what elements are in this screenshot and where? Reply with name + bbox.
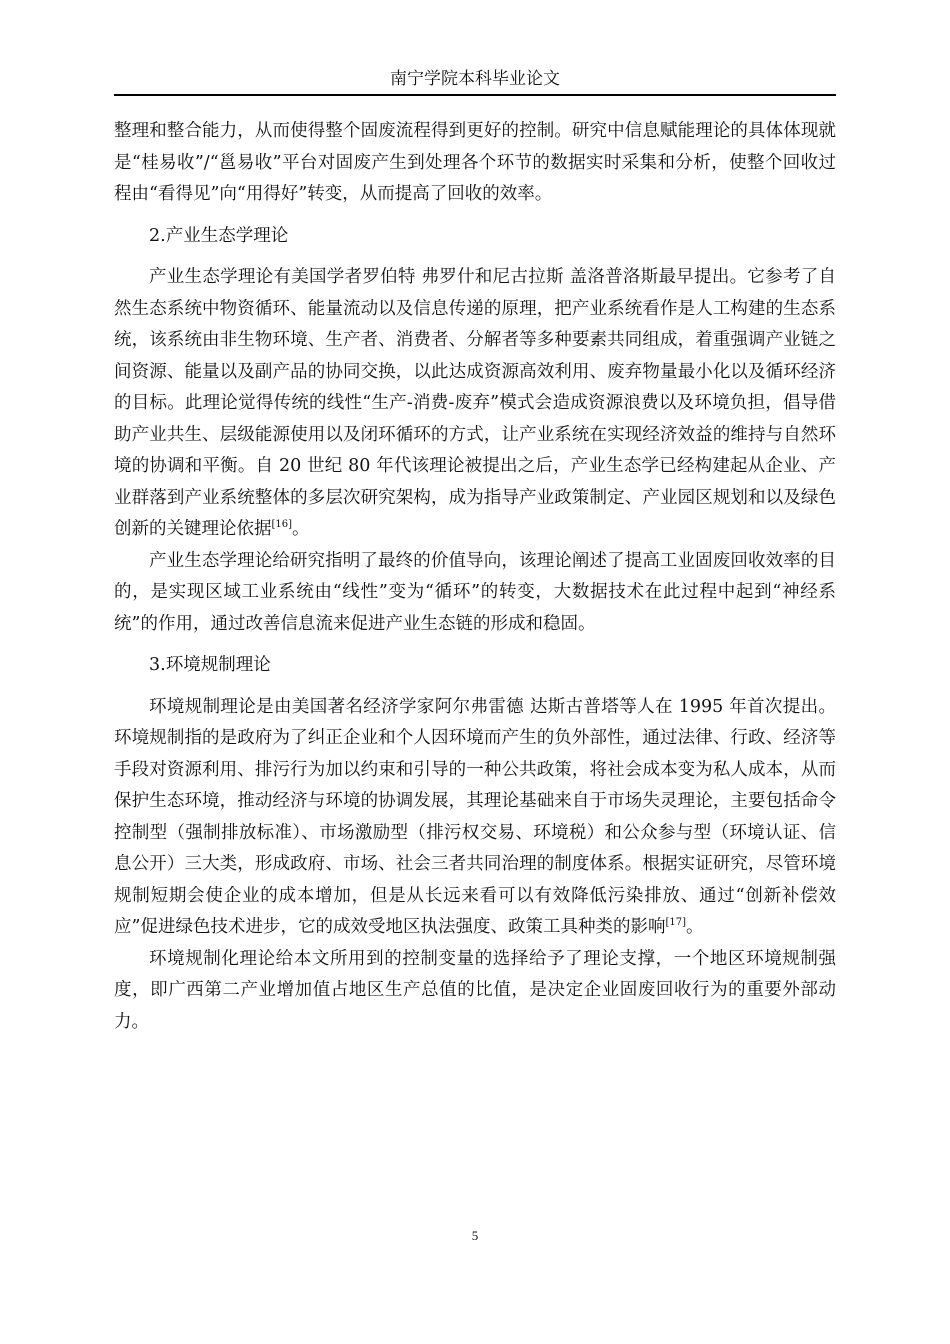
citation-16: [16] — [271, 519, 293, 530]
paragraph-text: 环境规制理论是由美国著名经济学家阿尔弗雷德 达斯古普塔等人在 1995 年首次提出。环境规制指的是政府为了纠正企业和个人因环境而产生的负外部性，通过法律、行政、经济等手段对资源利用、排污行为加以约束和引导的一种公共政策，将社会成本变为私人成本，从而保护生态环境，推动经济与环境的协调发展，其理论基础来自于市场失灵理论，主要包括命令控制型（强制排放标准）、市场激励型（排污权交易、环境税）和公众参与型（环境认证、信息公开）三大类，形成政府、市场、社会三者共同治理的制度体系。根据实证研究，尽管环境规制短期会使企业的成本增加，但是从长远来看可以有效降低污染排放、通过“创新补偿效应”促进绿色技术进步，它的成效受地区执法强度、政策工具种类的影响 — [114, 696, 836, 937]
document-body — [114, 116, 836, 1038]
paragraph-end: 。 — [685, 917, 704, 937]
paragraph-text: 产业生态学理论有美国学者罗伯特 弗罗什和尼古拉斯 盖洛普洛斯最早提出。它参考了自然生态系统中物资循环、能量流动以及信息传递的原理，把产业系统看作是人工构建的生态系统，该系统由非生物环境、生产者、消费者、分解者等多种要素共同组成，着重强调产业链之间资源、能量以及副产品的协同交换，以此达成资源高效利用、废弃物量最小化以及循环经济的目标。此理论觉得传统的线性“生产-消费-废弃”模式会造成资源浪费以及环境负担，倡导借助产业共生、层级能源使用以及闭环循环的方式，让产业系统在实现经济效益的维持与自然环境的协调和平衡。自 20 世纪 80 年代该理论被提出之后，产业生态学已经构建起从企业、产业群落到产业系统整体的多层次研究架构，成为指导产业政策制定、产业园区规划和以及绿色创新的关键理论依据 — [114, 267, 836, 539]
citation-17: [17] — [665, 917, 686, 928]
page-number: 5 — [471, 1228, 479, 1243]
paragraph-environmental-regulation-intro — [114, 692, 836, 944]
paragraph-continuation: 整理和整合能力，从而使得整个固废流程得到更好的控制。研究中信息赋能理论的具体体现就是“桂易收”/“邕易收”平台对固废产生到处理各个环节的数据实时采集和分析，使整个回收过程由“看得见”向“用得好”转变，从而提高了回收的效率。 — [114, 121, 836, 204]
page-header — [114, 64, 836, 96]
paragraph-industrial-ecology-application: 产业生态学理论给研究指明了最终的价值导向，该理论阐述了提高工业固废回收效率的目的，是实现区域工业系统由“线性”变为“循环”的转变，大数据技术在此过程中起到“神经系统”的作用，通过改善信息流来促进产业生态链的形成和稳固。 — [114, 550, 836, 634]
paragraph-industrial-ecology-intro — [114, 262, 836, 546]
section-heading-industrial-ecology: 2.产业生态学理论 — [149, 225, 289, 246]
header-title: 南宁学院本科毕业论文 — [390, 69, 560, 89]
paragraph-environmental-regulation-application: 环境规制化理论给本文所用到的控制变量的选择给予了理论支撑，一个地区环境规制强度，即广西第二产业增加值占地区生产总值的比值，是决定企业固废回收行为的重要外部动力。 — [114, 948, 836, 1032]
section-heading-environmental-regulation: 3.环境规制理论 — [149, 655, 271, 675]
paragraph-end: 。 — [292, 519, 310, 539]
